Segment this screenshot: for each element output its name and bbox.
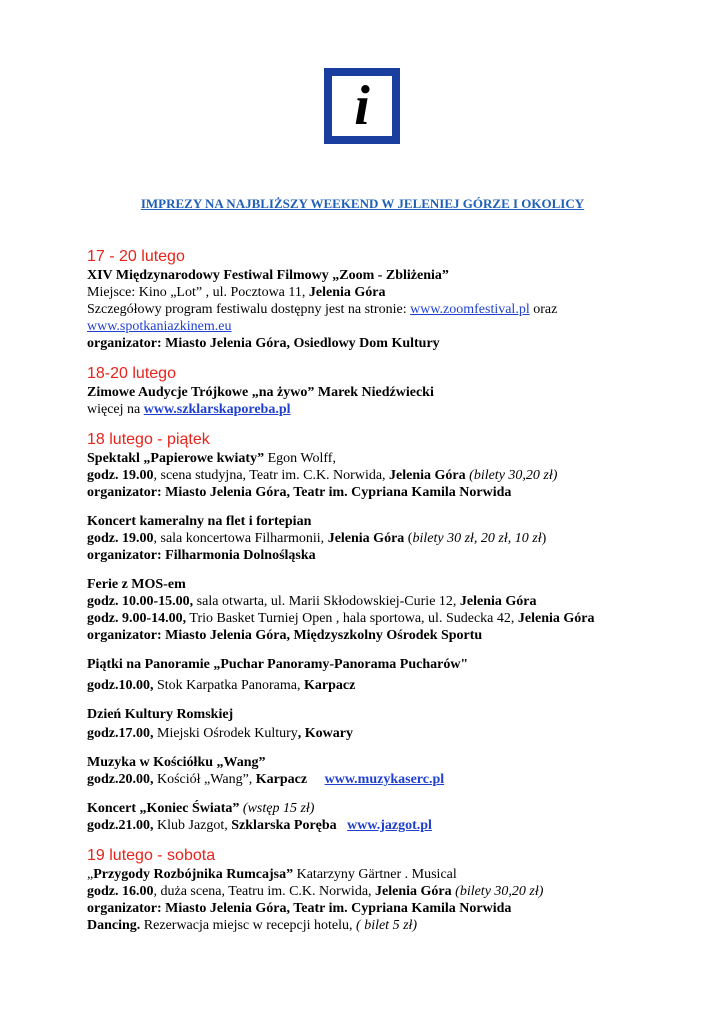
szklarskaporeba-link[interactable]: www.szklarskaporeba.pl bbox=[143, 402, 291, 417]
date-heading: 17 - 20 lutego bbox=[87, 248, 185, 265]
muzykaserc-link[interactable]: www.muzykaserc.pl bbox=[324, 772, 445, 787]
event-rumcajs: „Przygody Rozbójnika Rumcajsa” Katarzyny Gärtner . Musical godz. 16.00, duża scena, Teatru im. C.K. Norwida, Jelenia Góra (bilety 30,20 zł) organizator: Miasto Jelenia Góra, Teatr im. Cypriana Kamila Norwida Dancing. Rezerwacja miejsc w recepcji hotelu, ( bilet 5 zł) bbox=[87, 867, 544, 933]
event-program: Szczegółowy program festiwalu dostępny jest na stronie: www.zoomfestival.pl oraz bbox=[87, 302, 558, 317]
event-organizer: organizator: Miasto Jelenia Góra, Osiedlowy Dom Kultury bbox=[87, 336, 440, 351]
event-piatki-na-panoramie: Piątki na Panoramie „Puchar Panoramy-Panorama Pucharów" godz.10.00, Stok Karpatka Panorama, Karpacz bbox=[87, 657, 469, 693]
section-18-lutego bbox=[87, 430, 687, 834]
spotkaniazkinem-link[interactable]: www.spotkaniazkinem.eu bbox=[87, 319, 232, 334]
zoomfestival-link[interactable]: www.zoomfestival.pl bbox=[410, 302, 530, 317]
event-place: Miejsce: Kino „Lot” , ul. Pocztowa 11, Jelenia Góra bbox=[87, 285, 386, 300]
heading-link[interactable]: IMPREZY NA NAJBLIŻSZY WEEKEND W JELENIEJ GÓRZE I OKOLICY bbox=[140, 196, 585, 211]
event-more: więcej na www.szklarskaporeba.pl bbox=[87, 402, 291, 417]
date-heading: 18-20 lutego bbox=[87, 365, 176, 382]
date-heading: 18 lutego - piątek bbox=[87, 431, 210, 448]
page-heading bbox=[0, 195, 725, 213]
section-18-20-lutego bbox=[87, 364, 687, 418]
event-title: Zimowe Audycje Trójkowe „na żywo” Marek Niedźwiecki bbox=[87, 385, 434, 400]
events-content bbox=[87, 247, 687, 934]
event-dzien-kultury-romskiej: Dzień Kultury Romskiej godz.17.00, Miejski Ośrodek Kultury, Kowary bbox=[87, 707, 353, 741]
event-title: XIV Międzynarodowy Festiwal Filmowy „Zoom - Zbliżenia” bbox=[87, 268, 449, 283]
event-spektakl: Spektakl „Papierowe kwiaty” Egon Wolff, godz. 19.00, scena studyjna, Teatr im. C.K. Norwida, Jelenia Góra (bilety 30,20 zł) organizator: Miasto Jelenia Góra, Teatr im. Cypriana Kamila Norwida bbox=[87, 451, 558, 500]
jazgot-link[interactable]: www.jazgot.pl bbox=[347, 818, 432, 833]
event-koncert-kameralny: Koncert kameralny na flet i fortepian godz. 19.00, sala koncertowa Filharmonii, Jelenia Góra (bilety 30 zł, 20 zł, 10 zł) organizator: Filharmonia Dolnośląska bbox=[87, 514, 547, 563]
event-ferie-z-mosem: Ferie z MOS-em godz. 10.00-15.00, sala otwarta, ul. Marii Skłodowskiej-Curie 12, Jelenia Góra godz. 9.00-14.00, Trio Basket Turniej Open , hala sportowa, ul. Sudecka 42, Jelenia Góra organizator: Miasto Jelenia Góra, Międzyszkolny Ośrodek Sportu bbox=[87, 577, 595, 643]
event-program-2 bbox=[87, 318, 687, 335]
section-19-lutego bbox=[87, 846, 687, 934]
info-icon: i bbox=[332, 76, 392, 136]
date-heading: 19 lutego - sobota bbox=[87, 847, 216, 864]
info-logo bbox=[324, 68, 400, 144]
event-muzyka-w-kosciolku: Muzyka w Kościółku „Wang” godz.20.00, Kościół „Wang”, Karpacz www.muzykaserc.pl bbox=[87, 755, 445, 787]
event-koniec-swiata: Koncert „Koniec Świata” (wstęp 15 zł) godz.21.00, Klub Jazgot, Szklarska Poręba www.jazgot.pl bbox=[87, 801, 432, 833]
section-17-20-lutego bbox=[87, 247, 687, 352]
